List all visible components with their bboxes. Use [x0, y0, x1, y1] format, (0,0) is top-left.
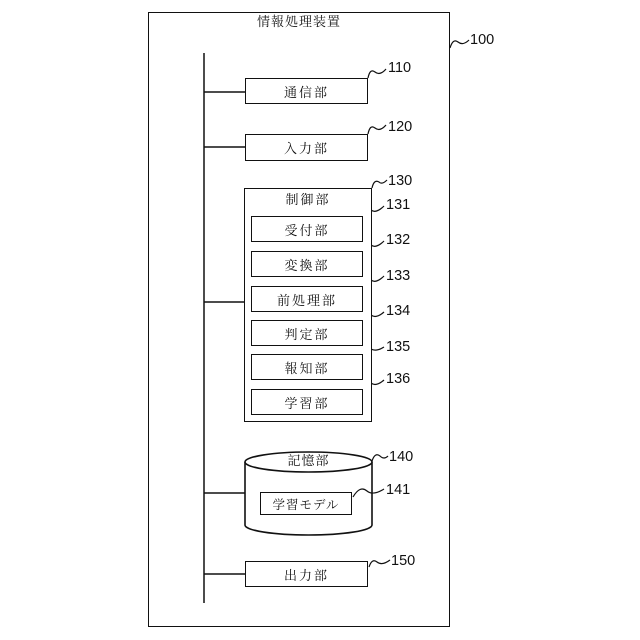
ref-100: 100 [470, 32, 495, 48]
block-conversion-unit [251, 251, 363, 277]
block-determination-unit [251, 320, 363, 346]
ref-131: 131 [386, 197, 411, 213]
ref-150: 150 [391, 553, 416, 569]
block-learning-model [260, 492, 352, 515]
block-learning-unit [251, 389, 363, 415]
ref-110: 110 [388, 60, 412, 76]
block-preprocessing-label: 前処理部 [276, 293, 337, 309]
ref-141: 141 [386, 482, 411, 498]
ref-133: 133 [386, 268, 411, 284]
block-output-unit [245, 561, 368, 587]
block-learning-model-label: 学習モデル [272, 496, 340, 512]
block-input-unit [245, 134, 368, 161]
block-reception-label: 受付部 [284, 223, 330, 239]
block-notification-label: 報知部 [284, 361, 330, 377]
block-preprocessing-unit [251, 286, 363, 312]
block-reception-unit [251, 216, 363, 242]
ref-135: 135 [386, 339, 411, 355]
ref-132: 132 [386, 232, 411, 248]
ref-140: 140 [389, 449, 414, 465]
block-learning-label: 学習部 [284, 396, 330, 412]
block-conversion-label: 変換部 [284, 258, 330, 274]
device-title: 情報処理装置 [256, 15, 341, 30]
ref-136: 136 [386, 371, 411, 387]
block-input-label: 入力部 [283, 142, 329, 157]
block-storage-label: 記憶部 [287, 454, 330, 469]
block-communication-label: 通信部 [283, 85, 329, 101]
ref-134: 134 [386, 303, 411, 319]
block-communication-unit [245, 78, 368, 104]
block-notification-unit [251, 354, 363, 380]
ref-130: 130 [388, 173, 413, 189]
block-control-label: 制御部 [285, 193, 331, 208]
ref-120: 120 [388, 119, 413, 135]
block-output-label: 出力部 [283, 568, 329, 584]
block-determination-label: 判定部 [284, 327, 330, 343]
